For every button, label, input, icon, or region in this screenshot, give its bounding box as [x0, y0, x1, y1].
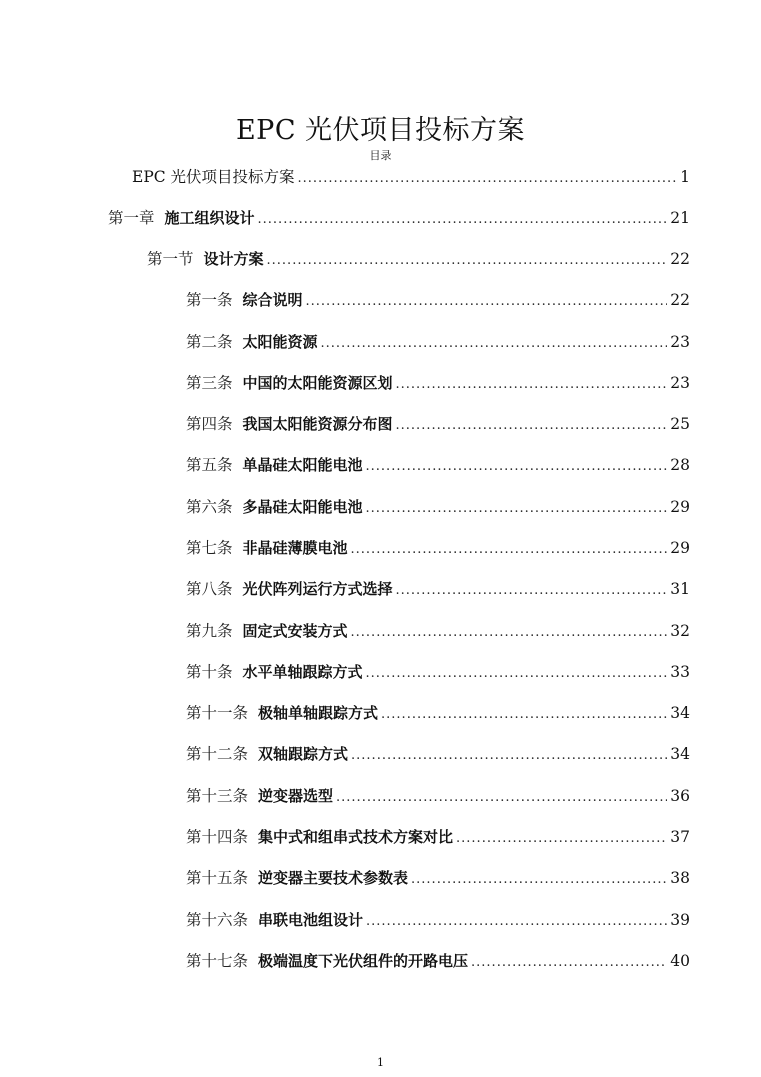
toc-entry[interactable]: [186, 785, 690, 807]
toc-entry[interactable]: [186, 372, 690, 394]
toc-entry-page: 40: [670, 952, 690, 970]
toc-entry-number: 第十五条: [186, 869, 249, 887]
toc-leader-dots: [258, 209, 668, 231]
toc-entry-page: 34: [670, 745, 690, 763]
toc-entry-page: 34: [670, 704, 690, 722]
toc-entry[interactable]: [186, 620, 690, 642]
toc-entry-page: 37: [670, 828, 690, 846]
toc-leader-dots: [381, 704, 667, 726]
toc-leader-dots: [366, 911, 667, 933]
toc-entry[interactable]: [186, 661, 690, 683]
toc-entry-number: 第十一条: [186, 704, 249, 722]
toc-leader-dots: [396, 374, 668, 396]
toc-entry-page: 29: [670, 539, 690, 557]
toc-leader-dots: [366, 456, 668, 478]
toc-entry[interactable]: [186, 331, 690, 353]
toc-leader-dots: [351, 539, 668, 561]
toc-leader-dots: [396, 415, 668, 437]
toc-entry[interactable]: [108, 207, 690, 229]
toc-entry[interactable]: [132, 166, 690, 188]
toc-entry-title: 双轴跟踪方式: [258, 745, 349, 763]
toc-entry-number: 第一节: [147, 250, 194, 268]
toc-entry-page: 1: [680, 168, 690, 186]
toc-entry-title: 固定式安装方式: [242, 622, 348, 640]
toc-entry-title: 综合说明: [242, 291, 303, 309]
toc-entry-page: 36: [670, 787, 690, 805]
toc-entry-title: 水平单轴跟踪方式: [242, 663, 363, 681]
toc-entry-number: 第十条: [186, 663, 233, 681]
toc-entry-title: EPC 光伏项目投标方案: [132, 168, 295, 186]
toc-leader-dots: [336, 787, 667, 809]
toc-entry-number: 第二条: [186, 333, 233, 351]
toc-leader-dots: [351, 745, 667, 767]
toc-entry-title: 集中式和组串式技术方案对比: [258, 828, 454, 846]
toc-entry-page: 39: [670, 911, 690, 929]
toc-entry-number: 第三条: [186, 374, 233, 392]
toc-entry-number: 第一条: [186, 291, 233, 309]
toc-leader-dots: [456, 828, 667, 850]
toc-leader-dots: [471, 952, 667, 974]
toc-entry-number: 第四条: [186, 415, 233, 433]
toc-entry-title: 逆变器选型: [258, 787, 334, 805]
toc-leader-dots: [366, 498, 668, 520]
toc-entry[interactable]: [147, 248, 690, 270]
toc-entry-number: 第五条: [186, 456, 233, 474]
toc-entry-number: 第十三条: [186, 787, 249, 805]
toc-entry-page: 22: [670, 291, 690, 309]
toc-entry[interactable]: [186, 909, 690, 931]
toc-entry-page: 23: [670, 374, 690, 392]
toc-entry-title: 施工组织设计: [164, 209, 255, 227]
toc-entry-page: 33: [670, 663, 690, 681]
toc-entry-number: 第七条: [186, 539, 233, 557]
toc-leader-dots: [351, 622, 668, 644]
toc-entry-title: 极端温度下光伏组件的开路电压: [258, 952, 469, 970]
toc-heading: 目录: [369, 149, 392, 162]
toc-entry[interactable]: [186, 743, 690, 765]
toc-leader-dots: [366, 663, 668, 685]
toc-entry[interactable]: [186, 537, 690, 559]
toc-entry-title: 非晶硅薄膜电池: [242, 539, 348, 557]
toc-entry-page: 31: [670, 580, 690, 598]
toc-leader-dots: [396, 580, 668, 602]
toc-entry[interactable]: [186, 496, 690, 518]
toc-entry-title: 串联电池组设计: [258, 911, 364, 929]
toc-entry-title: 极轴单轴跟踪方式: [258, 704, 379, 722]
page-number: 1: [377, 1056, 384, 1069]
toc-entry-number: 第十二条: [186, 745, 249, 763]
toc-entry-page: 32: [670, 622, 690, 640]
toc-entry[interactable]: [186, 454, 690, 476]
toc-entry-number: 第十七条: [186, 952, 249, 970]
toc-entry[interactable]: [186, 867, 690, 889]
toc-entry[interactable]: [186, 413, 690, 435]
toc-entry-number: 第一章: [108, 209, 155, 227]
toc-entry-title: 多晶硅太阳能电池: [242, 498, 363, 516]
toc-entry-page: 22: [670, 250, 690, 268]
toc-entry-page: 23: [670, 333, 690, 351]
toc-leader-dots: [298, 168, 678, 190]
toc-entry-number: 第八条: [186, 580, 233, 598]
toc-entry-number: 第十六条: [186, 911, 249, 929]
toc-entry-title: 光伏阵列运行方式选择: [242, 580, 393, 598]
toc-entry-title: 单晶硅太阳能电池: [242, 456, 363, 474]
toc-entry-title: 设计方案: [203, 250, 264, 268]
toc-entry[interactable]: [186, 950, 690, 972]
toc-leader-dots: [306, 291, 668, 313]
toc-entry[interactable]: [186, 578, 690, 600]
toc-entry-title: 中国的太阳能资源区划: [242, 374, 393, 392]
toc-entry-page: 29: [670, 498, 690, 516]
toc-entry-number: 第六条: [186, 498, 233, 516]
toc-entry-title: 逆变器主要技术参数表: [258, 869, 409, 887]
toc-leader-dots: [321, 333, 668, 355]
toc-leader-dots: [267, 250, 668, 272]
toc-entry-page: 25: [670, 415, 690, 433]
toc-entry-title: 我国太阳能资源分布图: [242, 415, 393, 433]
toc-entry-number: 第九条: [186, 622, 233, 640]
toc-entry-page: 38: [670, 869, 690, 887]
document-title: EPC 光伏项目投标方案: [235, 115, 526, 146]
toc-entry-page: 28: [670, 456, 690, 474]
toc-entry-page: 21: [670, 209, 690, 227]
toc-leader-dots: [411, 869, 667, 891]
toc-entry[interactable]: [186, 702, 690, 724]
toc-entry-number: 第十四条: [186, 828, 249, 846]
toc-entry[interactable]: [186, 826, 690, 848]
toc-entry-title: 太阳能资源: [242, 333, 318, 351]
toc-entry[interactable]: [186, 289, 690, 311]
